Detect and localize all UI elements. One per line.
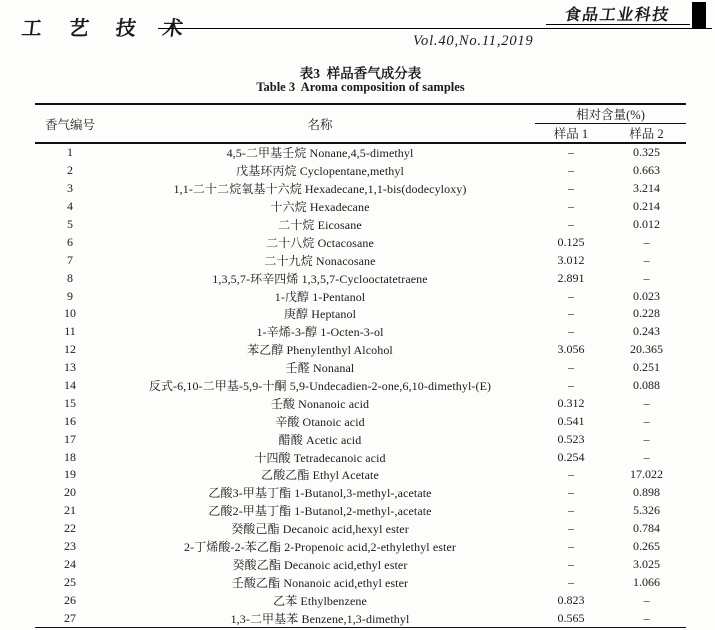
sample1-value-cell: – [568,306,574,321]
compound-name-cell: 苯乙醇 Phenylenthyl Alcohol [247,343,393,358]
aroma-id-cell: 22 [64,521,76,536]
sample1-value-cell: – [568,521,574,536]
compound-name-cell: 1,3,5,7-环辛四烯 1,3,5,7-Cyclooctatetraene [212,271,428,286]
table-row [35,341,686,359]
sample1-value-cell: – [568,181,574,196]
sample2-value-cell: 0.251 [633,360,660,375]
compound-name-cell: 壬酸 Nonanoic acid [270,396,370,411]
table-body [35,143,686,629]
sample2-value-cell: 0.012 [633,217,660,231]
sample1-value-cell: 0.541 [557,413,585,428]
sample1-value-cell: – [568,217,574,231]
sample2-value-cell: – [643,449,650,464]
compound-name-cell: 反式-6,10-二甲基-5,9-十酮 5,9-Undecadien-2-one,6,10-dimethyl-(E) [148,379,492,394]
sample2-value-cell: 1.066 [633,574,660,589]
sample1-value-cell: 3.056 [557,342,585,357]
aroma-composition-table [35,103,686,630]
aroma-id-cell: 21 [64,503,76,518]
compound-name-cell: 乙酸3-甲基丁酯 1-Butanol,3-methyl-,acetate [208,486,432,501]
table-row [35,251,686,269]
table-row [35,162,686,180]
sample1-value-cell: – [568,485,574,500]
journal-logo: 食品工业科技 [563,7,672,24]
table-row [35,520,686,538]
aroma-id-cell: 15 [64,395,76,410]
aroma-id-cell: 27 [64,610,76,625]
sample1-value-cell: 2.891 [557,270,585,285]
table-row [35,216,686,234]
aroma-id-cell: 7 [67,252,73,267]
col-header-sample1: 样品 1 [553,127,589,141]
table-row [35,323,686,341]
compound-name-cell: 乙酸2-甲基丁酯 1-Butanol,2-methyl-,acetate [208,504,432,519]
col-header-relative-content: 相对含量(%) [535,104,686,124]
sample2-value-cell: – [643,610,650,625]
table-row [35,287,686,305]
compound-name-cell: 十四酸 Tetradecanoic acid [254,450,386,465]
sample2-value-cell: 0.243 [633,324,660,339]
sample1-value-cell: 0.125 [557,234,585,249]
sample2-value-cell: – [643,413,650,428]
compound-name-cell: 乙苯 Ethylbenzene [273,593,367,608]
table-row [35,555,686,573]
table-row [35,412,686,430]
sample2-value-cell: – [643,592,650,607]
sample1-value-cell: – [568,574,574,589]
sample1-value-cell: – [568,163,574,178]
table-header [35,104,686,143]
table-row [35,305,686,323]
sample1-value-cell: 0.565 [557,610,585,625]
aroma-id-cell: 10 [64,306,76,321]
compound-name-cell: 1,3-二甲基苯 Benzene,1,3-dimethyl [230,611,410,626]
sample1-value-cell: – [568,145,574,160]
compound-name-cell: 癸酸己酯 Decanoic acid,hexyl ester [231,522,409,537]
sample2-value-cell: 0.228 [633,306,660,321]
aroma-id-cell: 9 [67,288,73,303]
sample1-value-cell: – [568,503,574,518]
table-row [35,143,686,162]
col-header-aroma-id: 香气编号 [44,117,95,132]
table-row [35,377,686,395]
aroma-id-cell: 12 [64,342,76,357]
sample1-value-cell: 0.254 [557,449,585,464]
compound-name-cell: 1-辛烯-3-醇 1-Octen-3-ol [256,325,384,340]
sample1-value-cell: 3.012 [557,252,585,267]
table-row [35,591,686,609]
table-row [35,430,686,448]
compound-name-cell: 1-戊醇 1-Pentanol [274,289,366,304]
aroma-id-cell: 26 [64,592,76,607]
sample1-value-cell: – [568,360,574,375]
aroma-id-cell: 16 [64,413,76,428]
table-row [35,180,686,198]
sample2-value-cell: – [643,234,650,249]
sample2-value-cell: 0.265 [633,539,660,554]
section-label: 工 艺 技 术 [20,18,196,40]
table-row [35,609,686,629]
journal-logo-wrap [546,2,690,25]
sample2-value-cell: 17.022 [630,467,663,482]
aroma-id-cell: 20 [64,485,76,500]
aroma-id-cell: 18 [64,449,76,464]
compound-name-cell: 壬酸乙酯 Nonanoic acid,ethyl ester [231,575,409,590]
table-row [35,233,686,251]
sample2-value-cell: 0.784 [633,521,660,536]
table-row [35,394,686,412]
aroma-id-cell: 2 [67,163,73,178]
table-title-en: Table 3 Aroma composition of samples [256,80,465,94]
sample2-value-cell: 0.325 [633,145,660,160]
sample2-value-cell: 0.663 [633,163,660,178]
sample1-value-cell: 0.312 [557,395,585,410]
compound-name-cell: 乙酸乙酯 Ethyl Acetate [261,468,379,483]
col-header-name: 名称 [307,117,333,132]
compound-name-cell: 1,1-二十二烷氧基十六烷 Hexadecane,1,1-bis(dodecyloxy) [173,182,467,197]
aroma-id-cell: 8 [67,270,73,285]
col-header-sample2: 样品 2 [629,127,664,141]
sample2-value-cell: – [643,395,650,410]
compound-name-cell: 二十九烷 Nonacosane [264,253,376,268]
compound-name-cell: 4,5-二甲基壬烷 Nonane,4,5-dimethyl [226,146,414,161]
table-row [35,573,686,591]
aroma-id-cell: 5 [67,217,73,231]
compound-name-cell: 庚醇 Heptanol [283,307,357,322]
compound-name-cell: 戊基环丙烷 Cyclopentane,methyl [236,164,404,179]
aroma-id-cell: 1 [67,145,73,160]
compound-name-cell: 2-丁烯酸-2-苯乙酯 2-Propenoic acid,2-ethylethyl ester [184,540,456,555]
sample2-value-cell: – [643,431,650,446]
sample1-value-cell: – [568,467,574,482]
sample2-value-cell: – [643,252,650,267]
compound-name-cell: 十六烷 Hexadecane [270,200,370,215]
sample1-value-cell: – [568,539,574,554]
table-row [35,198,686,216]
sample2-value-cell: 20.365 [630,342,663,357]
sample1-value-cell: – [568,199,574,214]
table-row [35,359,686,377]
table-row [35,484,686,502]
volume-info: Vol.40,No.11,2019 [413,33,534,49]
sample2-value-cell: 0.898 [633,485,660,500]
sample1-value-cell: – [568,324,574,339]
aroma-id-cell: 13 [64,360,76,375]
sample2-value-cell: 0.023 [633,288,660,303]
table-title-zh: 表3 样品香气成分表 [299,66,422,81]
aroma-id-cell: 25 [64,574,76,589]
table-row [35,269,686,287]
header-rule [158,28,712,29]
table-row [35,502,686,520]
sample2-value-cell: 0.214 [633,199,660,214]
sample1-value-cell: – [568,556,574,571]
compound-name-cell: 癸酸乙酯 Decanoic acid,ethyl ester [232,557,408,572]
compound-name-cell: 醋酸 Acetic acid [278,432,362,447]
sample1-value-cell: – [568,288,574,303]
sample2-value-cell: 3.025 [633,556,660,571]
sample2-value-cell: – [643,270,650,285]
sample1-value-cell: – [568,378,574,393]
table-row [35,466,686,484]
table-row [35,538,686,556]
aroma-id-cell: 23 [64,539,76,554]
aroma-id-cell: 24 [64,556,76,571]
aroma-id-cell: 11 [64,324,76,339]
compound-name-cell: 壬醛 Nonanal [285,361,355,376]
aroma-id-cell: 6 [67,234,73,249]
sample1-value-cell: 0.823 [557,592,585,607]
aroma-id-cell: 4 [67,199,73,214]
compound-name-cell: 二十八烷 Octacosane [266,235,374,250]
aroma-id-cell: 17 [64,431,76,446]
aroma-id-cell: 14 [64,378,76,393]
compound-name-cell: 二十烷 Eicosane [278,218,362,232]
table-row [35,448,686,466]
sample1-value-cell: 0.523 [557,431,585,446]
aroma-id-cell: 3 [67,181,73,196]
sample2-value-cell: 0.088 [633,378,660,393]
compound-name-cell: 辛酸 Otanoic acid [275,414,365,429]
aroma-id-cell: 19 [64,467,76,482]
journal-logo-bar-icon [692,2,706,28]
sample2-value-cell: 5.326 [633,503,660,518]
sample2-value-cell: 3.214 [633,181,660,196]
